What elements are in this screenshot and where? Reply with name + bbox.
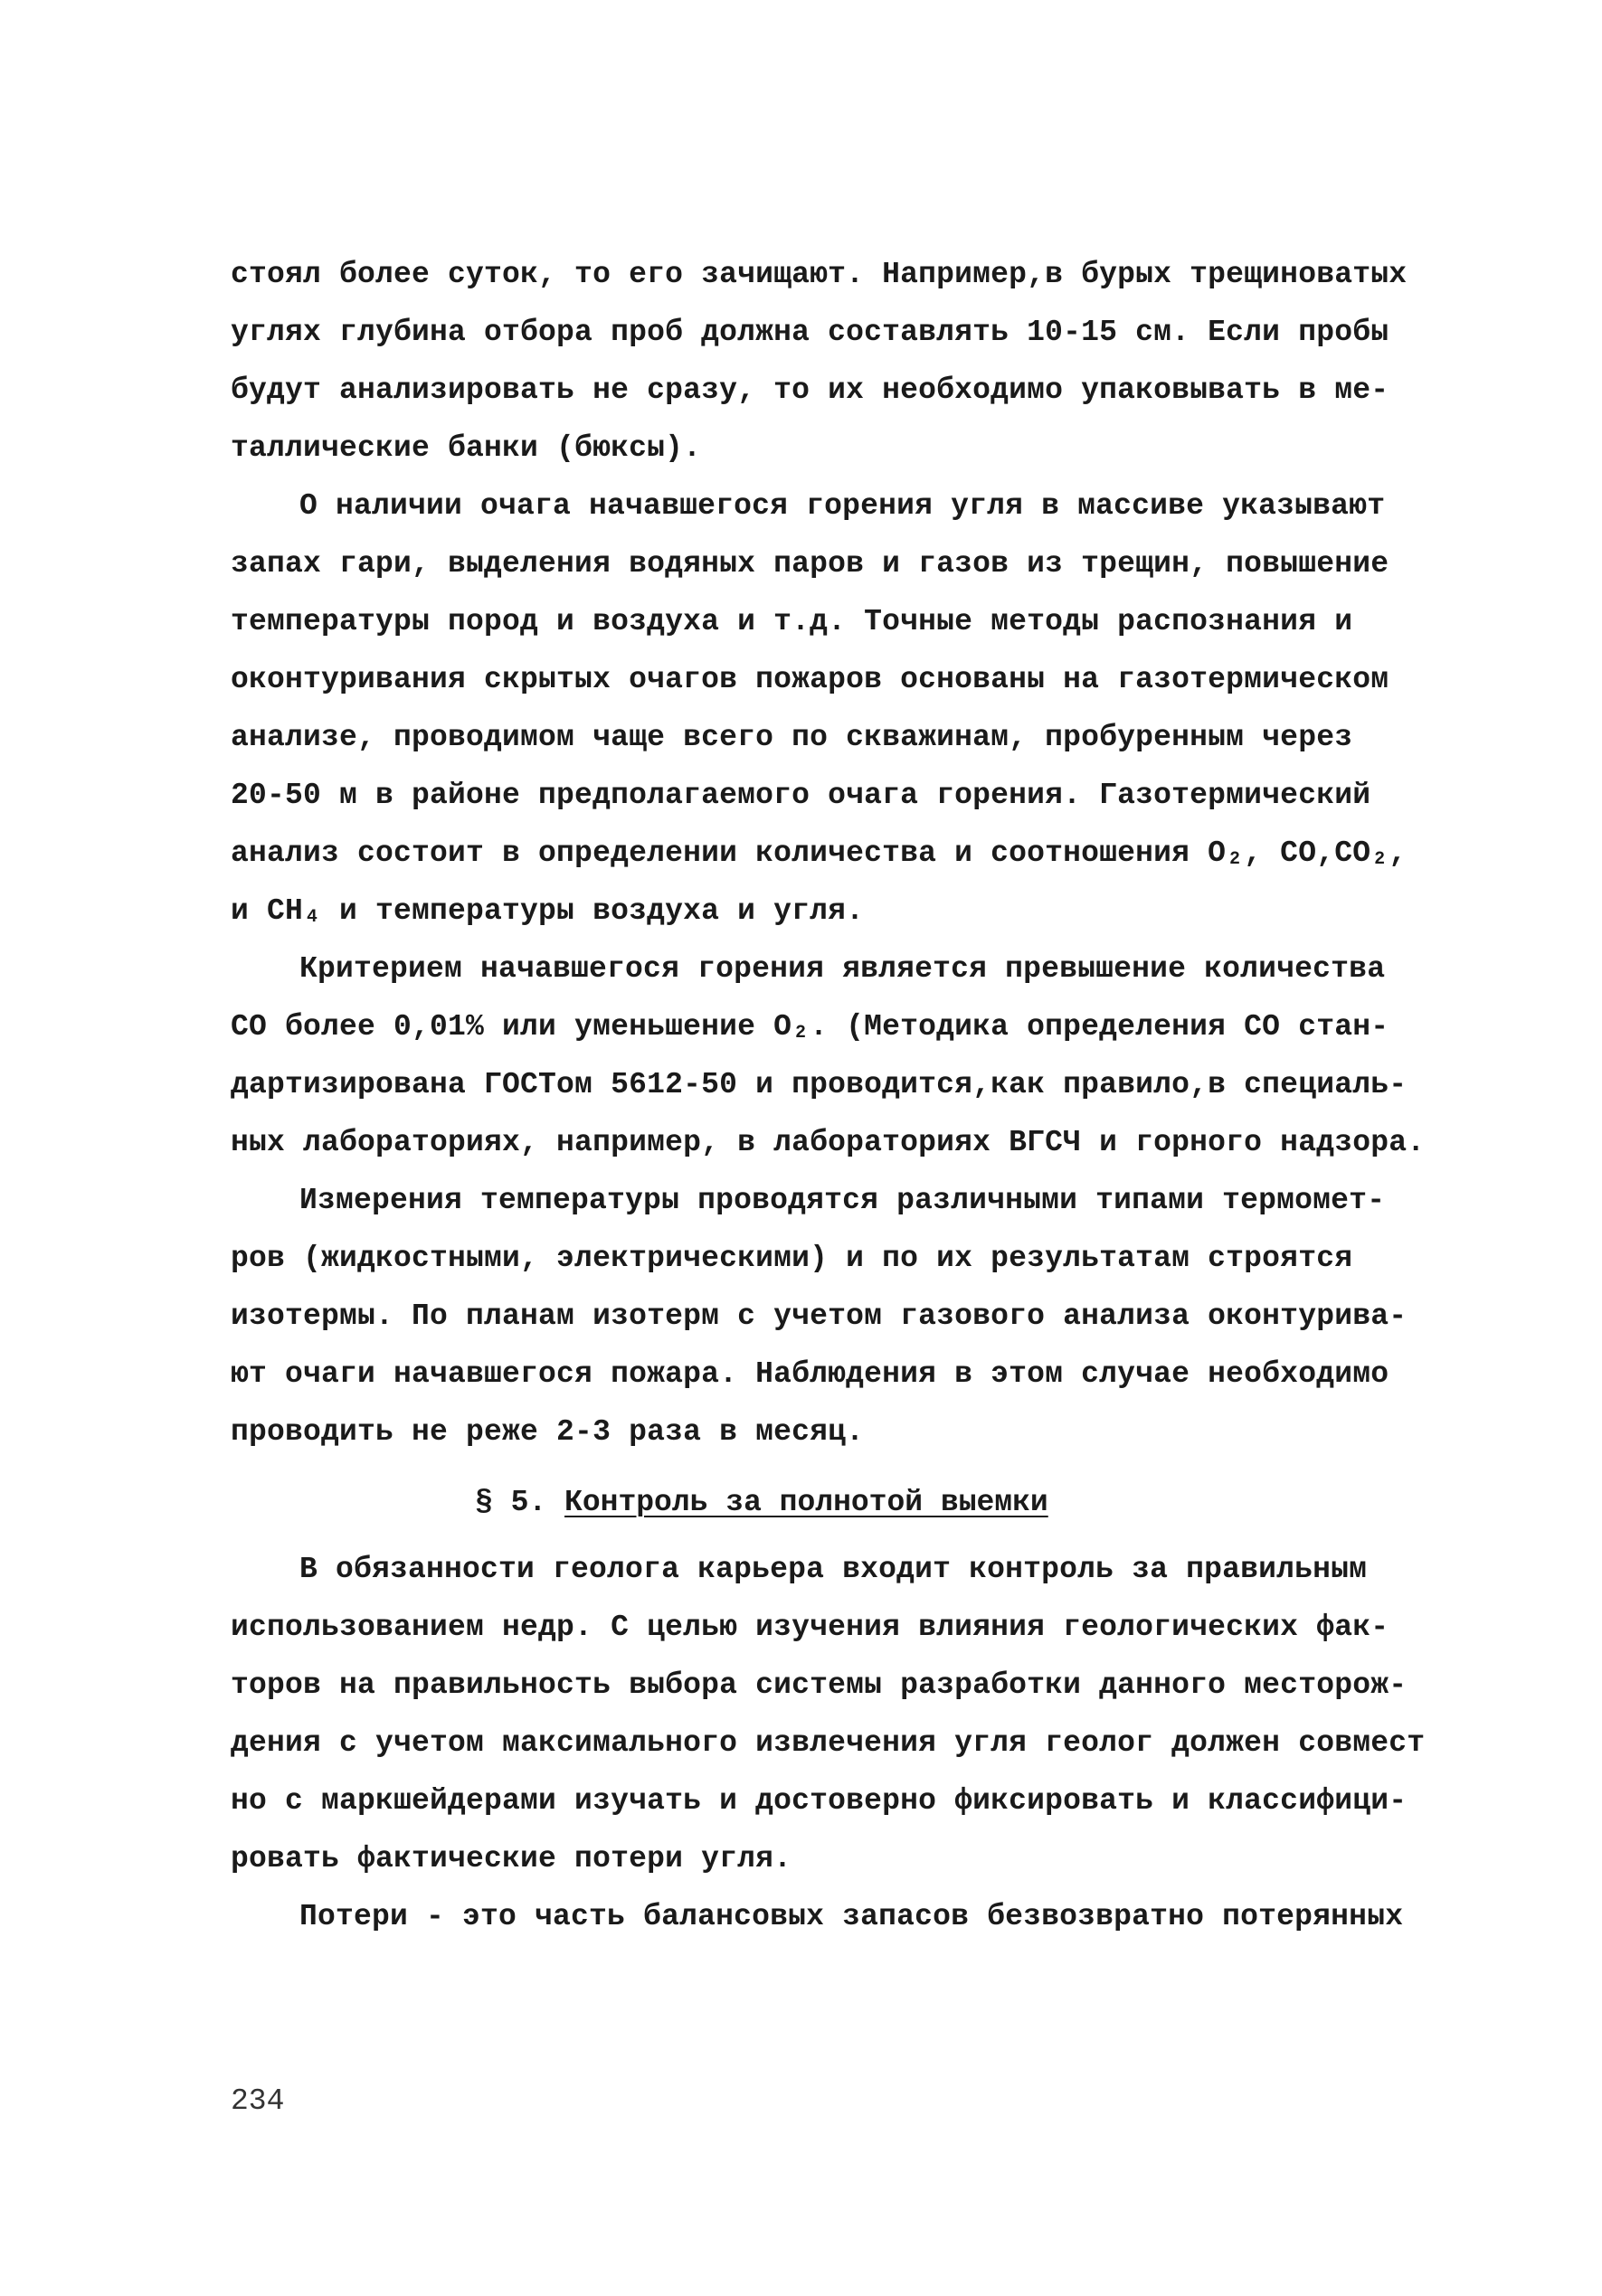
text-line: дения с учетом максимального извлечения угля геолог должен совмест: [231, 1726, 1426, 1760]
text-line: запах гари, выделения водяных паров и газов из трещин, повышение: [231, 547, 1389, 581]
text-line: дартизирована ГОСТом 5612-50 и проводится,как правило,в специаль-: [231, 1068, 1408, 1101]
text-line: использованием недр. С целью изучения влияния геологических фак-: [231, 1611, 1389, 1644]
paragraph-start-line: Измерения температуры проводятся различными типами термомет-: [299, 1184, 1386, 1217]
text-line: CO более 0,01% или уменьшение O₂. (Методика определения CO стан-: [231, 1010, 1389, 1044]
text-line: анализ состоит в определении количества и соотношения O₂, CO,CO₂,: [231, 836, 1408, 870]
paragraph-start-line: Критерием начавшегося горения является превышение количества: [299, 952, 1386, 986]
text-line: будут анализировать не сразу, то их необходимо упаковывать в ме-: [231, 373, 1389, 407]
section-heading: [231, 1474, 1398, 1532]
text-line: ровать фактические потери угля.: [231, 1842, 792, 1876]
text-line: углях глубина отбора проб должна составлять 10-15 см. Если пробы: [231, 316, 1389, 349]
section-title: Контроль за полнотой выемки: [564, 1486, 1048, 1519]
text-line: ров (жидкостными, электрическими) и по их результатам строятся: [231, 1242, 1353, 1275]
section-number: § 5.: [475, 1486, 547, 1519]
text-line: таллические банки (бюксы).: [231, 431, 702, 465]
text-line: стоял более суток, то его зачищают. Например,в бурых трещиноватых: [231, 258, 1408, 291]
text-line: и CH₄ и температуры воздуха и угля.: [231, 894, 865, 928]
text-line: ных лабораториях, например, в лабораториях ВГСЧ и горного надзора.: [231, 1126, 1426, 1159]
paragraph-start-line: Потери - это часть балансовых запасов безвозвратно потерянных: [299, 1900, 1404, 1933]
text-line: изотермы. По планам изотерм с учетом газового анализа оконтурива-: [231, 1299, 1408, 1333]
paragraph-start-line: В обязанности геолога карьера входит контроль за правильным: [299, 1553, 1368, 1586]
text-line: температуры пород и воздуха и т.д. Точные методы распознания и: [231, 605, 1353, 638]
page-number: 234: [231, 2084, 285, 2118]
text-line: оконтуривания скрытых очагов пожаров основаны на газотермическом: [231, 663, 1389, 696]
text-line: 20-50 м в районе предполагаемого очага горения. Газотермический: [231, 779, 1371, 812]
body-text: [231, 246, 1426, 1946]
text-line: ют очаги начавшегося пожара. Наблюдения в этом случае необходимо: [231, 1357, 1389, 1391]
text-line: торов на правильность выбора системы разработки данного месторож-: [231, 1668, 1408, 1702]
text-line: анализе, проводимом чаще всего по скважинам, пробуренным через: [231, 721, 1353, 754]
text-line: но с маркшейдерами изучать и достоверно фиксировать и классифици-: [231, 1784, 1408, 1818]
paragraph-start-line: О наличии очага начавшегося горения угля в массиве указывают: [299, 489, 1386, 523]
text-line: проводить не реже 2-3 раза в месяц.: [231, 1415, 865, 1449]
